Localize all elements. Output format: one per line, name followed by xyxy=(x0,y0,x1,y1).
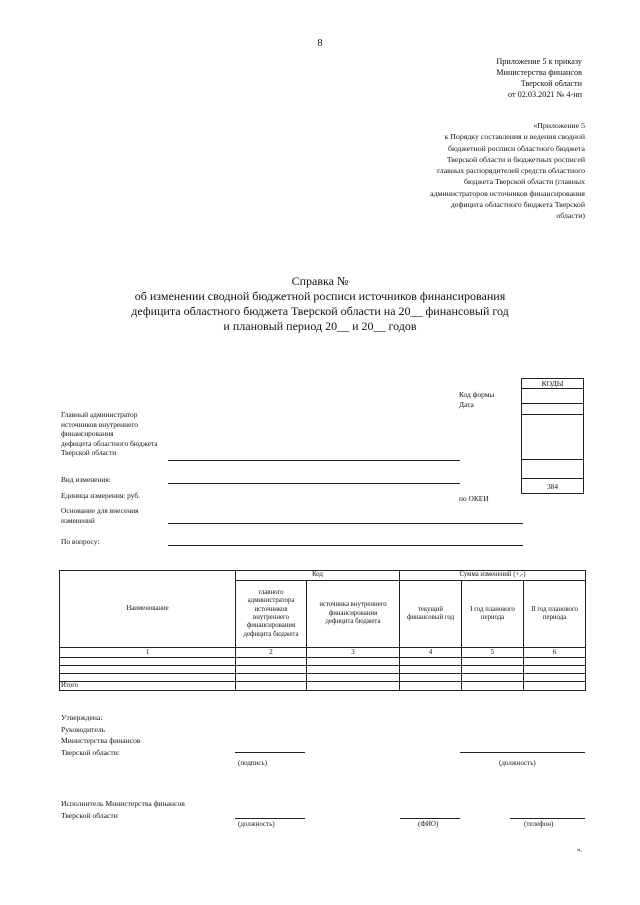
table-row xyxy=(60,666,586,674)
appendix-order-line: Министерства финансов xyxy=(496,68,582,77)
admin-field-line[interactable] xyxy=(168,460,460,461)
column-number: 6 xyxy=(524,648,586,658)
title-line: дефицита областного бюджета Тверской области на 20__ финансовый год xyxy=(131,304,509,318)
basis-label: Основание для внесения изменений xyxy=(61,506,139,525)
col-name-header: Наименование xyxy=(60,571,236,648)
phone-caption: (телефон) xyxy=(524,820,554,828)
column-number: 1 xyxy=(60,648,236,658)
appendix-procedure-line: бюджета Тверской области (главных xyxy=(463,177,585,187)
changes-table xyxy=(59,570,586,691)
approval-position-line[interactable] xyxy=(460,752,585,753)
total-label: Итого xyxy=(60,682,236,691)
col-admin-header: главного администратора источников внутреннего финансирования дефицита бюджета xyxy=(236,581,307,648)
approval-sign-line[interactable] xyxy=(235,752,305,753)
admin-code-cell xyxy=(522,415,584,460)
appendix-order-line: Приложение 5 к приказу xyxy=(496,57,582,66)
fio-caption: (ФИО) xyxy=(418,820,439,828)
approval-block: Утверждена: Руководитель Министерства финансов Тверской области: xyxy=(61,713,141,757)
code-group-header: Код xyxy=(236,571,400,581)
question-field-line[interactable] xyxy=(168,545,523,546)
appendix-order-line: Тверской области xyxy=(520,79,582,88)
codes-header: КОДЫ xyxy=(522,379,584,389)
column-number: 5 xyxy=(462,648,524,658)
table-row xyxy=(60,674,586,682)
form-code-cell xyxy=(522,389,584,404)
document-title xyxy=(0,274,640,334)
appendix-order-line: от 02.03.2021 № 4-нп xyxy=(508,90,582,99)
sign-caption: (подпись) xyxy=(238,759,268,767)
column-numbers-row xyxy=(60,648,586,658)
admin-label: Главный администратор источников внутреннего финансирования дефицита областного бюджета Тверской области xyxy=(61,410,158,458)
basis-field-line[interactable] xyxy=(168,523,523,524)
col-current-year-header: текущий финансовый год xyxy=(400,581,462,648)
closing-mark: ». xyxy=(577,846,583,854)
column-number: 2 xyxy=(236,648,307,658)
date-cell xyxy=(522,404,584,415)
page-number: 8 xyxy=(317,38,323,49)
change-type-field-line[interactable] xyxy=(168,483,460,484)
total-row xyxy=(60,682,586,691)
unit-label: Единица измерения: руб. xyxy=(61,491,140,500)
col-source-header: источника внутреннего финансирования дефицита бюджета xyxy=(307,581,400,648)
executor-fio-line[interactable] xyxy=(400,818,460,819)
executor-phone-line[interactable] xyxy=(510,818,585,819)
okei-cell: 384 xyxy=(522,479,584,494)
appendix-order-block xyxy=(496,56,582,100)
table-row xyxy=(60,658,586,666)
col-plan-year2-header: II год планового периода xyxy=(524,581,586,648)
column-number: 4 xyxy=(400,648,462,658)
appendix-procedure-line: области) xyxy=(556,211,585,221)
appendix-procedure-line: главных распорядителей средств областного xyxy=(437,166,585,176)
col-plan-year1-header: I год планового периода xyxy=(462,581,524,648)
appendix-procedure-line: к Порядку составления и ведения сводной xyxy=(444,132,585,142)
date-label: Дата xyxy=(459,400,474,409)
change-type-cell xyxy=(522,460,584,479)
title-line: Справка № xyxy=(291,274,349,288)
okei-label: по ОКЕИ xyxy=(459,494,489,503)
appendix-procedure-line: «Приложение 5 xyxy=(533,121,585,130)
executor-position-caption: (должность) xyxy=(238,820,275,828)
executor-block: Исполнитель Министерства финансов Тверской области xyxy=(61,799,185,820)
title-line: и плановый период 20__ и 20__ годов xyxy=(223,319,417,333)
executor-position-line[interactable] xyxy=(235,818,305,819)
question-label: По вопросу: xyxy=(61,537,100,546)
form-code-label: Код формы xyxy=(459,390,495,399)
position-caption: (должность) xyxy=(499,759,536,767)
sum-group-header: Сумма изменений (+,-) xyxy=(400,571,586,581)
codes-table xyxy=(521,378,584,494)
appendix-procedure-line: дефицита областного бюджета Тверской xyxy=(450,200,585,210)
appendix-procedure-block xyxy=(405,120,585,222)
column-number: 3 xyxy=(307,648,400,658)
appendix-procedure-line: бюджетной росписи областного бюджета xyxy=(448,143,585,153)
appendix-procedure-line: Тверской области и бюджетных росписей xyxy=(446,154,585,164)
change-type-label: Вид изменения: xyxy=(61,475,111,484)
title-line: об изменении сводной бюджетной росписи источников финансирования xyxy=(134,289,506,303)
appendix-procedure-line: администраторов источников финансирования xyxy=(430,188,585,198)
